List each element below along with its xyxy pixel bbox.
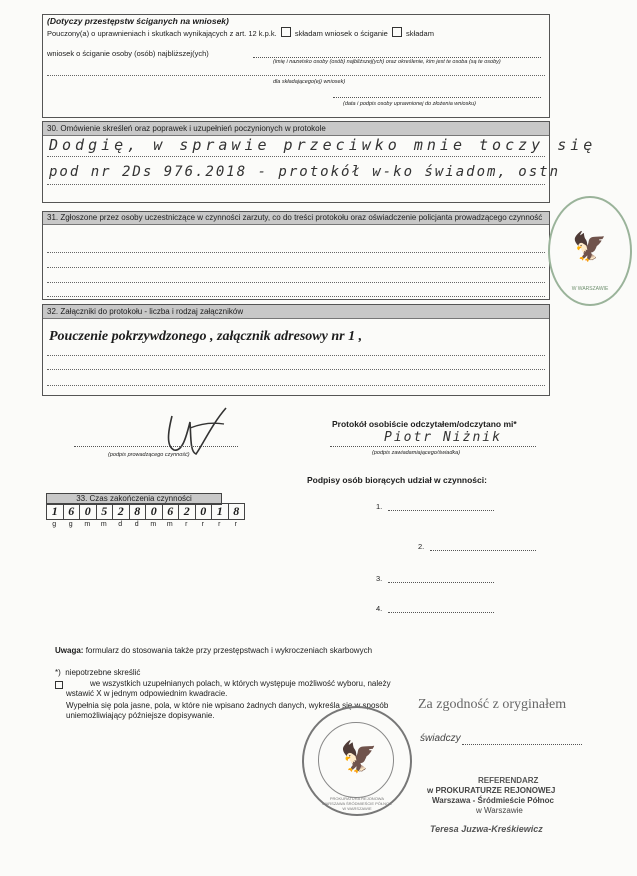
read-statement: Protokół osobiście odczytałem/odczytano mi* — [332, 419, 517, 429]
end-time-digit: 5 — [97, 504, 114, 519]
end-time-digit: 8 — [233, 504, 240, 518]
end-time-digit: 8 — [130, 504, 147, 519]
request-option-2: składam — [406, 29, 434, 38]
office-line-4: w Warszawie — [476, 806, 523, 815]
section-31-line-1 — [47, 252, 545, 253]
section-32-content: Pouczenie pokrzywdzonego , załącznik adresowy nr 1 , — [49, 329, 363, 344]
participant-line — [388, 612, 494, 613]
end-time-digit: 0 — [146, 504, 163, 519]
request-line-1 — [47, 27, 434, 38]
end-time-digits — [46, 503, 245, 520]
end-time-label: m — [100, 521, 107, 528]
participant-line — [388, 582, 494, 583]
office-line-3: Warszawa - Śródmieście Północ — [432, 796, 554, 805]
official-round-stamp — [302, 706, 412, 816]
end-time-digit: 0 — [80, 504, 97, 519]
footnote-checkbox-icon — [55, 681, 63, 689]
participant-number: 3. — [376, 574, 383, 583]
section-30-line-1 — [47, 156, 545, 157]
participant-number: 4. — [376, 604, 383, 613]
checkbox-option-2[interactable] — [392, 27, 402, 37]
section-32-line-3 — [47, 385, 545, 386]
checkbox-option-1[interactable] — [281, 27, 291, 37]
end-time-digit: 2 — [179, 504, 196, 519]
end-time-label: r — [234, 521, 237, 528]
section-31-line-3 — [47, 282, 545, 283]
request-caption-1: (imię i nazwisko osoby (osób) najbliższej(ych) oraz określenie, kim jest te osoba (są te osoby) — [273, 59, 501, 65]
end-time-label: d — [118, 521, 123, 528]
end-time-label: r — [185, 521, 188, 528]
footnote-checkbox-text: we wszystkich uzupełnianych polach, w których występuje możliwość wyboru, należy wstawić X w jednym odpowiednim kwadracie. — [66, 679, 391, 698]
participant-number: 2. — [418, 542, 425, 551]
request-option-1: składam wniosek o ściganie — [294, 29, 388, 38]
section-31-header: 31. Zgłoszone przez osoby uczestniczące w czynności zarzuty, co do treści protokołu oraz oświadczenie policjanta prowadzącego czynność — [43, 212, 549, 225]
section-request-box — [42, 14, 550, 118]
certification-witness-line: świadczy — [420, 733, 461, 744]
witness-signature: Piotr Niżnik — [384, 430, 502, 445]
end-time-digit: 2 — [113, 504, 130, 519]
stamp-text: PROKURATURA REJONOWA WARSZAWA ŚRÓDMIEŚCIE PÓŁNOC W WARSZAWIE — [322, 796, 393, 811]
end-time-label: r — [201, 521, 204, 528]
section-31-line-4 — [47, 296, 545, 297]
end-time-digit: 6 — [64, 504, 81, 519]
request-line-2: wniosek o ściganie osoby (osób) najbliższej(ych) — [47, 49, 209, 58]
end-time-digit: 0 — [196, 504, 213, 519]
footnote-fill-rules: Wypełnia się pola jasne, pola, w które nie wpisano żadnych danych, wykreśla się w sposób uniemożliwiający późniejsze dopisywanie. — [66, 701, 389, 720]
section-31-line-2 — [47, 267, 545, 268]
officer-signature-line — [74, 446, 238, 447]
side-seal-eagle-icon: 🦅 — [572, 231, 607, 262]
request-caption-2: dla składającego(ej) wniosek) — [273, 79, 346, 85]
participants-title: Podpisy osób biorących udział w czynności: — [307, 475, 487, 485]
end-time-label: r — [218, 521, 221, 528]
section-32-line-1 — [47, 355, 545, 356]
section-32-box — [42, 304, 550, 396]
section-32-line-2 — [47, 369, 545, 370]
uwaga-text: formularz do stosowania także przy przestępstwach i wykroczeniach skarbowych — [85, 646, 373, 655]
certification-title: Za zgodność z oryginałem — [418, 697, 567, 712]
office-line-2: w PROKURATURZE REJONOWEJ — [427, 786, 556, 795]
end-time-label: m — [84, 521, 91, 528]
side-seal-stamp — [548, 196, 632, 306]
section-30-line-2 — [47, 184, 545, 185]
section-30-header: 30. Omówienie skreśleń oraz poprawek i uzupełnień poczynionych w protokole — [43, 122, 549, 136]
witness-signature-line — [330, 446, 536, 447]
certification-name: Teresa Juzwa-Kreśkiewicz — [430, 824, 543, 834]
end-time-labels — [46, 521, 244, 528]
section-31-box — [42, 211, 550, 300]
end-time-digit: 6 — [163, 504, 180, 519]
section-33-header: 33. Czas zakończenia czynności — [46, 493, 222, 505]
officer-signature-caption: (podpis prowadzącego czynność) — [108, 452, 190, 458]
stamp-eagle-icon: 🦅 — [340, 741, 378, 774]
section-30-box — [42, 121, 597, 203]
end-time-label: g — [52, 521, 57, 528]
uwaga-note — [55, 646, 372, 655]
end-time-label: d — [134, 521, 139, 528]
participant-number: 1. — [376, 502, 383, 511]
end-time-digit: 1 — [212, 504, 229, 519]
witness-signature-caption: (podpis zawiadamiającego/świadka) — [372, 450, 461, 456]
participant-line — [388, 510, 494, 511]
section-32-header: 32. Załączniki do protokołu - liczba i rodzaj załączników — [43, 305, 549, 319]
side-seal-text: W WARSZAWIE — [571, 286, 609, 292]
end-time-label: m — [150, 521, 157, 528]
request-line-1-text: Pouczony(a) o uprawnieniach i skutkach wynikających z art. 12 k.p.k. — [47, 29, 277, 38]
request-dotted-line-3 — [333, 97, 541, 98]
section-30-handwritten-line-1: Dodgię, w sprawie przeciwko mnie toczy się — [49, 136, 597, 154]
request-heading: (Dotyczy przestępstw ściganych na wniosek) — [47, 16, 229, 26]
office-line-1: REFERENDARZ — [478, 776, 539, 785]
participant-line — [430, 550, 536, 551]
end-time-label: g — [68, 521, 73, 528]
end-time-digit: 1 — [47, 504, 64, 519]
uwaga-label: Uwaga: — [55, 646, 84, 655]
certification-signature-line — [462, 744, 582, 745]
request-caption-3: (data i podpis osoby uprawnionej do złożenia wniosku) — [343, 101, 476, 107]
request-dotted-line-2 — [47, 75, 545, 76]
section-30-handwritten-line-2: pod nr 2Ds 976.2018 - protokół w-ko świadom, ostn — [49, 164, 561, 180]
footnote-asterisk: *) niepotrzebne skreślić — [55, 668, 141, 677]
request-dotted-line-1 — [253, 57, 541, 58]
end-time-label: m — [166, 521, 173, 528]
